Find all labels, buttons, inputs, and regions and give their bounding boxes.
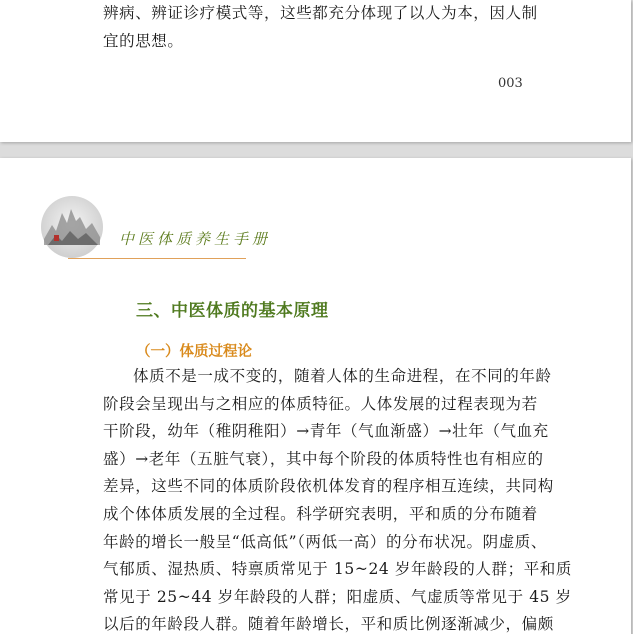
- sub-heading: （一）体质过程论: [136, 344, 252, 360]
- text-line: 成个体体质发展的全过程。科学研究表明，平和质的分布随着: [103, 504, 538, 523]
- text-line: 阶段会呈现出与之相应的体质特征。人体发展的过程表现为若: [103, 394, 538, 413]
- text-line: 差异，这些不同的体质阶段依机体发育的程序相互连续，共同构: [103, 477, 554, 496]
- text-line: 干阶段，幼年（稚阴稚阳）→青年（气血渐盛）→壮年（气血充: [103, 422, 549, 441]
- text-line: 常见于 25~44 岁年龄段的人群；阳虚质、气虚质等常见于 45 岁: [103, 587, 572, 606]
- page-number: 003: [498, 76, 523, 91]
- body-paragraph: [103, 363, 572, 634]
- text-line: 体质不是一成不变的，随着人体的生命进程，在不同的年龄: [133, 367, 552, 385]
- page-003: [0, 0, 631, 142]
- page-004: [0, 158, 631, 634]
- section-heading: 三、中医体质的基本原理: [136, 301, 329, 321]
- text-line: 年龄的增长一般呈“低高低”（两低一高）的分布状况。阴虚质、: [103, 532, 547, 551]
- mountain-landscape-logo-icon: [40, 195, 104, 259]
- text-line: 以后的年龄段人群。随着年龄增长，平和质比例逐渐减少，偏颇: [103, 615, 554, 634]
- text-line: 辨病、辨证诊疗模式等，这些都充分体现了以人为本，因人制: [103, 4, 538, 22]
- book-title-header: 中医体质养生手册: [119, 230, 272, 248]
- text-line: 盛）→老年（五脏气衰），其中每个阶段的体质特性也有相应的: [103, 449, 544, 468]
- text-line: 气郁质、湿热质、特禀质常见于 15~24 岁年龄段的人群；平和质: [103, 560, 572, 579]
- text-line: 宜的思想。: [103, 31, 184, 50]
- page-text-block: [103, 0, 538, 55]
- header-divider: [68, 258, 246, 259]
